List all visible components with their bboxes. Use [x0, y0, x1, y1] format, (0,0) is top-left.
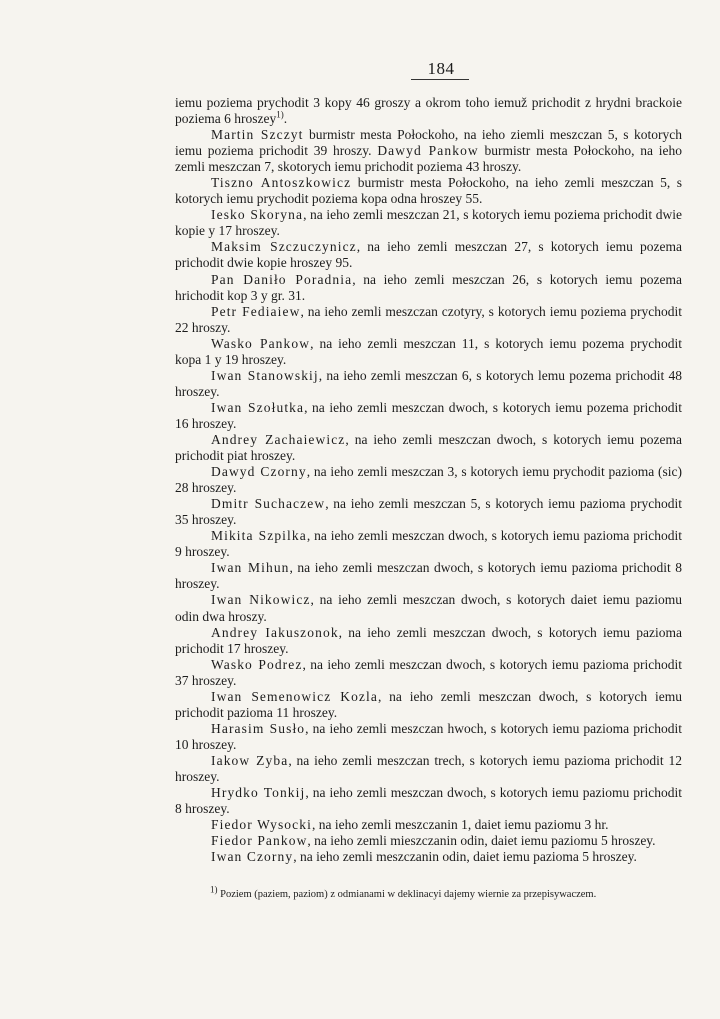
entry-text: , na ieho zemli meszczan dwoch, s kotorych iemu pazioma prichodit 8 hroszey. — [175, 560, 682, 592]
entry-text: burmistr mesta Połockoho, na ieho zemli meszczan 7, skotorych iemu prichodit poziema 43 hroszy. — [175, 143, 682, 175]
page-number: 184 — [427, 59, 455, 78]
entry-text: , na ieho zemli meszczan 27, s kotorych iemu pozema prichodit dwie kopie hroszey 95. — [175, 239, 682, 271]
person-name: Dawyd Czorny — [211, 464, 307, 480]
entry-paragraph — [175, 239, 682, 271]
person-name: Iesko Skoryna — [211, 207, 304, 223]
person-name: Hrydko Tonkij — [211, 785, 306, 801]
entry-text: , na ieho zemli meszczan dwoch, s kotorych iemu prichodit pazioma 11 hroszey. — [175, 688, 682, 720]
entry-text: iemu poziema prychodit 3 kopy 46 groszy a okrom toho iemuž prichodit z hrydni brackoie poziema 6 hroszey — [175, 95, 682, 127]
entry-paragraph — [175, 721, 682, 753]
entry-text: , na ieho zemli meszczan dwoch, s kotorych iemu pozema prichodit piat hroszey. — [175, 431, 682, 464]
entry-paragraph — [175, 368, 682, 400]
entry-text: , na ieho zemli meszczanin odin, daiet iemu pazioma 5 hroszey. — [293, 849, 637, 865]
entry-text: , na ieho zemli meszczan 6, s kotorych lemu pozema prichodit 48 hroszey. — [175, 367, 683, 399]
entry-text: burmistr mesta Połockoho, na ieho zemli meszczan 5, s kotorych iemu prychodit poziema kopa odna hroszey 55. — [175, 175, 682, 207]
entry-text: , na ieho zemli meszczan 5, s kotorych iemu pazioma prychodit 35 hroszey. — [175, 496, 682, 528]
entry-text: , na ieho zemli meszczan dwoch, s kotorych iemu pozema prichodit 16 hroszey. — [175, 399, 682, 431]
entry-paragraph — [175, 304, 682, 336]
person-name: Wasko Podrez — [211, 656, 303, 672]
person-name: Harasim Susło — [211, 720, 306, 736]
entry-paragraph — [175, 272, 682, 304]
entry-text: , na ieho zemli meszczan 26, s kotorych iemu pozema hrichodit kop 3 y gr. 31. — [175, 271, 682, 303]
entry-paragraph — [175, 432, 682, 464]
entry-paragraph — [175, 207, 682, 239]
person-name: Petr Fediaiew — [211, 303, 301, 319]
entry-text: , na ieho zemli meszczan 21, s kotorych iemu poziema prichodit dwie kopie y 17 hroszey. — [175, 207, 682, 239]
entry-paragraph — [175, 560, 682, 592]
footnote — [210, 884, 690, 902]
entry-paragraph — [175, 95, 682, 127]
person-name: Fiedor Wysocki — [211, 817, 312, 833]
entry-paragraph — [175, 127, 682, 175]
entry-paragraph — [175, 817, 682, 833]
person-name: Dawyd Pankow — [377, 143, 479, 159]
entry-paragraph — [175, 849, 682, 865]
entry-paragraph — [175, 753, 682, 785]
entry-text: , na ieho zemli meszczan hwoch, s kotorych iemu pazioma prichodit 10 hroszey. — [175, 720, 683, 752]
entry-paragraph — [175, 833, 682, 849]
person-name: Maksim Szczuczynicz — [211, 239, 357, 255]
person-name: Iwan Mihun — [211, 560, 290, 576]
entry-paragraph — [175, 336, 682, 368]
page-number-rule — [411, 79, 469, 80]
entry-paragraph — [175, 496, 682, 528]
person-name: Iwan Semenowicz Kozla — [211, 688, 378, 704]
person-name: Pan Daniło Poradnia — [211, 271, 353, 287]
person-name: Iwan Szołutka — [211, 399, 305, 415]
entry-text: , na ieho zemli meszczan dwoch, s kotorych iemu pazioma prichodit 37 hroszey. — [175, 656, 682, 688]
entry-paragraph — [175, 625, 682, 657]
footnote-reference: 1) — [276, 109, 284, 120]
person-name: Dmitr Suchaczew — [211, 496, 326, 512]
entry-text: , na ieho zemli meszczan czotyry, s kotorych iemu poziema prychodit 22 hroszy. — [175, 303, 682, 335]
person-name: Fiedor Pankow — [211, 833, 308, 849]
entry-text: burmistr mesta Połockoho, na ieho ziemli meszczan 5, s kotorych iemu poziema prichodit 39 hroszy. — [175, 127, 683, 159]
entry-text: , na ieho zemli meszczan dwoch, s kotorych iemu paziomu prichodit 8 hroszey. — [175, 785, 682, 817]
entry-text: , na ieho zemli meszczan dwoch, s kotorych iemu pazioma prichodit 17 hroszey. — [175, 624, 683, 656]
entry-text: , na ieho zemli meszczanin 1, daiet iemu paziomu 3 hr. — [311, 817, 609, 833]
entry-text: , na ieho zemli meszczan trech, s kotorych iemu pazioma prichodit 12 hroszey. — [175, 752, 682, 784]
entry-text: , na ieho zemli meszczan 11, s kotorych iemu pozema prychodit kopa 1 y 19 hroszey. — [175, 335, 683, 367]
entry-text: , na ieho zemli meszczan dwoch, s kotorych iemu pazioma prichodit 9 hroszey. — [175, 528, 682, 560]
person-name: Andrey Zachaiewicz — [211, 431, 346, 447]
person-name: Iakow Zyba — [211, 752, 289, 768]
entry-paragraph — [175, 785, 682, 817]
entry-paragraph — [175, 400, 682, 432]
body-text — [175, 95, 682, 865]
person-name: Mikita Szpilka — [211, 528, 307, 544]
entry-text: , na ieho zemli meszczan 3, s kotorych iemu prychodit pazioma (sic) 28 hroszey. — [175, 464, 683, 496]
person-name: Iwan Nikowicz — [211, 592, 311, 608]
person-name: Martin Szczyt — [211, 127, 304, 143]
footnote-text: Poziem (paziem, paziom) z odmianami w deklinacyi dajemy wiernie za przepisywaczem. — [217, 889, 597, 900]
person-name: Tiszno Antoszkowicz — [211, 175, 352, 191]
entry-paragraph — [175, 464, 682, 496]
person-name: Iwan Stanowskij — [211, 367, 319, 383]
entry-text-end: . — [283, 111, 288, 127]
person-name: Iwan Czorny — [211, 849, 294, 865]
footnote-mark: 1) — [210, 884, 218, 895]
entry-text: , na ieho zemli mieszczanin odin, daiet iemu paziomu 5 hroszey. — [307, 833, 656, 849]
entry-paragraph — [175, 592, 682, 624]
person-name: Andrey Iakuszonok — [211, 624, 339, 640]
person-name: Wasko Pankow — [211, 335, 311, 351]
entry-paragraph — [175, 689, 682, 721]
entry-paragraph — [175, 175, 682, 207]
entry-paragraph — [175, 657, 682, 689]
entry-paragraph — [175, 528, 682, 560]
entry-text: , na ieho zemli meszczan dwoch, s kotorych daiet iemu paziomu odin dwa hroszy. — [175, 592, 682, 624]
